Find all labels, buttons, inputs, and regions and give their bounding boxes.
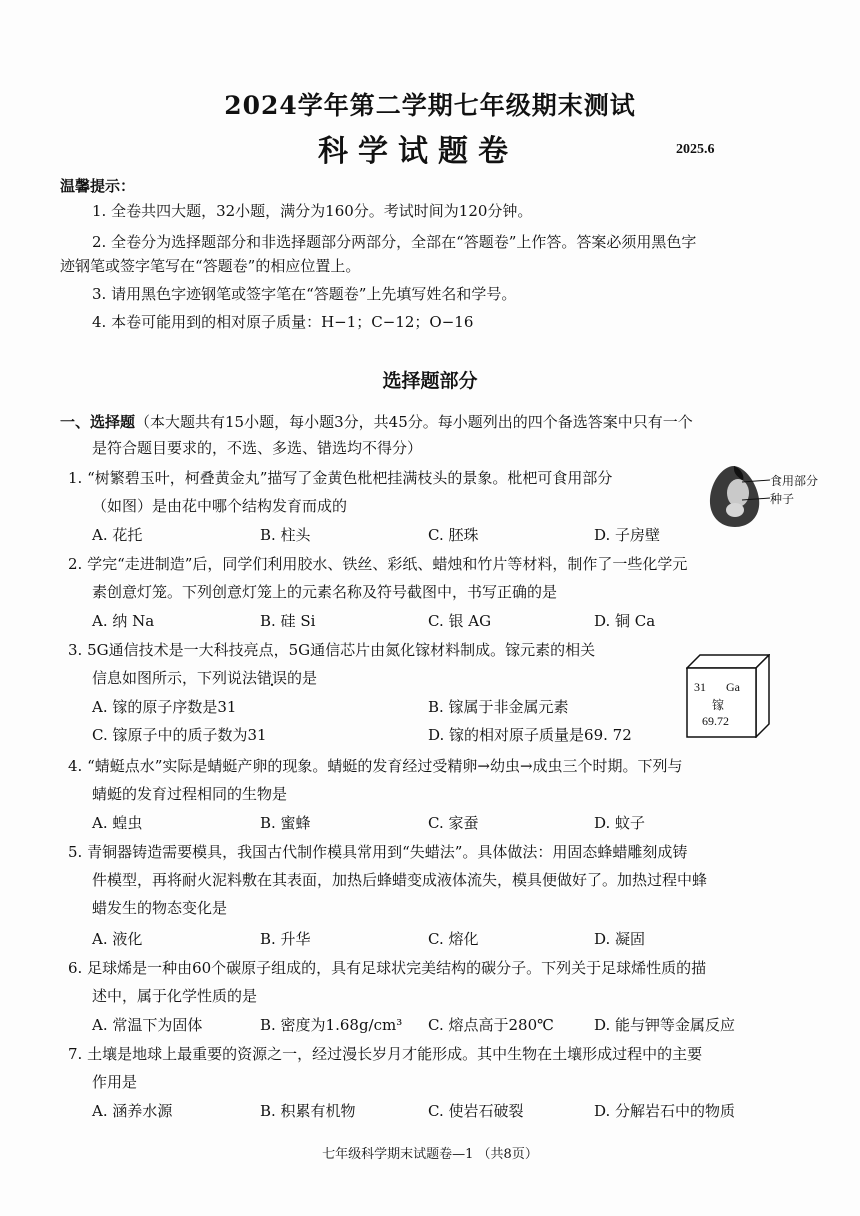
exam-subtitle: 科学试题卷 <box>318 134 518 169</box>
question-6-option-a: A. 常温下为固体 <box>92 1016 203 1034</box>
question-5-option-a: A. 液化 <box>92 930 143 948</box>
loquat-label-edible: 食用部分 <box>770 474 819 488</box>
tip-2-cont: 迹钢笔或签字笔写在“答题卷”的相应位置上。 <box>60 257 361 275</box>
question-5-option-d: D. 凝固 <box>594 930 646 948</box>
question-7-option-b: B. 积累有机物 <box>260 1102 356 1120</box>
question-7-option-a: A. 涵养水源 <box>92 1102 173 1120</box>
question-4-option-b: B. 蜜蜂 <box>260 814 311 832</box>
question-5-option-b: B. 升华 <box>260 930 311 948</box>
question-3-option-c: C. 镓原子中的质子数为31 <box>92 726 267 744</box>
question-7-option-c: C. 使岩石破裂 <box>428 1102 524 1120</box>
question-4-option-a: A. 蝗虫 <box>92 814 143 832</box>
question-5-option-c: C. 熔化 <box>428 930 479 948</box>
question-2-option-a: A. 纳 Na <box>92 612 155 630</box>
question-1-option-a: A. 花托 <box>92 526 143 544</box>
question-3-stem: 3. 5G通信技术是一大科技亮点，5G通信芯片由氮化镓材料制成。镓元素的相关 <box>68 641 596 659</box>
page-footer: 七年级科学期末试题卷—1 （共8页） <box>322 1147 538 1162</box>
question-3-option-d: D. 镓的相对原子质量是69. 72 <box>428 726 632 744</box>
element-symbol: Ga <box>726 680 740 694</box>
question-1-option-c: C. 胚珠 <box>428 526 479 544</box>
element-name: 镓 <box>712 698 725 712</box>
tip-2: 2. 全卷分为选择题部分和非选择题部分两部分，全部在“答题卷”上作答。答案必须用黑色字 <box>92 233 697 251</box>
question-3-stem-cont <box>92 668 317 688</box>
question-4-option-d: D. 蚊子 <box>594 814 646 832</box>
question-6-stem-cont: 述中，属于化学性质的是 <box>92 987 258 1005</box>
question-6-option-d: D. 能与钾等金属反应 <box>594 1016 736 1034</box>
question-4-stem-cont: 蜻蜓的发育过程相同的生物是 <box>92 785 288 803</box>
tips-heading: 温馨提示： <box>60 177 136 195</box>
question-5-stem: 5. 青铜器铸造需要模具，我国古代制作模具常用到“失蜡法”。具体做法：用固态蜂蜡雕刻成铸 <box>68 843 688 861</box>
question-2-option-d: D. 铜 Ca <box>594 612 656 630</box>
question-5-stem-cont-2: 蜡发生的物态变化是 <box>92 899 228 917</box>
question-2-stem-cont: 素创意灯笼。下列创意灯笼上的元素名称及符号截图中，书写正确的是 <box>92 583 558 601</box>
question-1-option-b: B. 柱头 <box>260 526 311 544</box>
question-1-option-d: D. 子房壁 <box>594 526 661 544</box>
element-mass: 69.72 <box>702 714 729 728</box>
part1-intro <box>60 412 693 432</box>
loquat-label-seed: 种子 <box>770 492 795 506</box>
part1-intro-text: （本大题共有15小题，每小题3分，共45分。每小题列出的四个备选答案中只有一个 <box>135 413 693 431</box>
question-6-option-b: B. 密度为1.68g/cm³ <box>260 1016 403 1034</box>
tip-4: 4. 本卷可能用到的相对原子质量：H−1；C−12；O−16 <box>92 313 474 331</box>
tip-1: 1. 全卷共四大题，32小题，满分为160分。考试时间为120分钟。 <box>92 202 533 220</box>
question-3-stem-suffix: 的是 <box>287 669 318 687</box>
loquat-leader-lines <box>740 470 770 510</box>
question-3-emphasis: 错误 <box>257 669 288 687</box>
question-6-stem: 6. 足球烯是一种由60个碳原子组成的，具有足球状完美结构的碳分子。下列关于足球烯性质的描 <box>68 959 707 977</box>
section-title: 选择题部分 <box>382 370 478 392</box>
exam-title: 2024学年第二学期七年级期末测试 <box>224 91 636 120</box>
question-1-stem: 1. “树繁碧玉叶，柯叠黄金丸”描写了金黄色枇杷挂满枝头的景象。枇杷可食用部分 <box>68 469 613 487</box>
question-3-option-a: A. 镓的原子序数是31 <box>92 698 237 716</box>
element-number: 31 <box>694 680 706 694</box>
question-7-stem: 7. 土壤是地球上最重要的资源之一，经过漫长岁月才能形成。其中生物在土壤形成过程中的主要 <box>68 1045 703 1063</box>
tip-3: 3. 请用黑色字迹钢笔或签字笔在“答题卷”上先填写姓名和学号。 <box>92 285 517 303</box>
question-5-stem-cont: 件模型，再将耐火泥料敷在其表面，加热后蜂蜡变成液体流失，模具便做好了。加热过程中蜂 <box>92 871 708 889</box>
exam-date: 2025.6 <box>676 142 715 157</box>
question-3-option-b: B. 镓属于非金属元素 <box>428 698 569 716</box>
question-7-option-d: D. 分解岩石中的物质 <box>594 1102 736 1120</box>
question-4-option-c: C. 家蚕 <box>428 814 479 832</box>
question-2-stem: 2. 学完“走进制造”后，同学们利用胶水、铁丝、彩纸、蜡烛和竹片等材料，制作了一些化学元 <box>68 555 688 573</box>
question-7-stem-cont: 作用是 <box>92 1073 138 1091</box>
question-4-stem: 4. “蜻蜓点水”实际是蜻蜓产卵的现象。蜻蜓的发育经过受精卵→幼虫→成虫三个时期。下列与 <box>68 757 683 775</box>
question-1-stem-cont: （如图）是由花中哪个结构发育而成的 <box>92 497 348 515</box>
question-2-option-b: B. 硅 Si <box>260 612 316 630</box>
question-2-option-c: C. 银 AG <box>428 612 492 630</box>
question-3-stem-prefix: 信息如图所示，下列说法 <box>92 669 258 687</box>
part1-label: 一、选择题 <box>60 413 136 431</box>
part1-intro-cont: 是符合题目要求的，不选、多选、错选均不得分） <box>92 439 423 457</box>
question-6-option-c: C. 熔点高于280℃ <box>428 1016 554 1034</box>
